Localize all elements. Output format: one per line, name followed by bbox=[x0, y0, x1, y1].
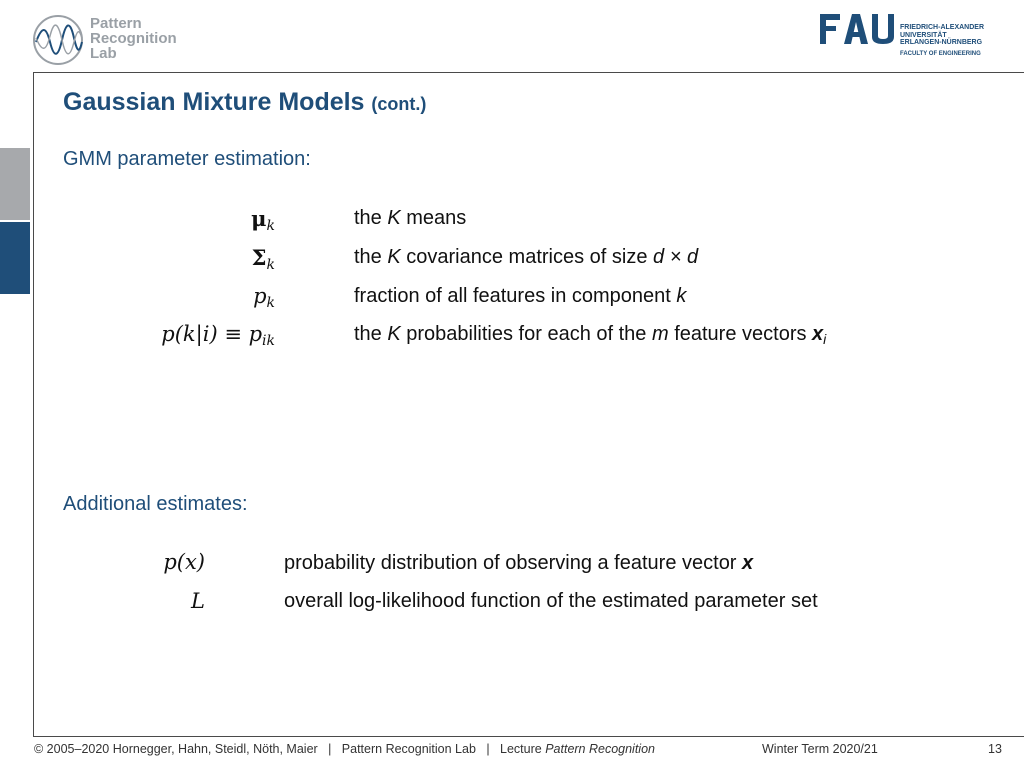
symbol-p: p bbox=[253, 284, 267, 308]
desc-fraction bbox=[354, 285, 686, 308]
symbol-l: L bbox=[191, 589, 205, 613]
desc-cov-pre: the bbox=[354, 246, 388, 268]
fau-logo bbox=[820, 12, 1010, 62]
desc-prob-post: probabilities for each of the bbox=[400, 323, 652, 345]
desc-dist-text: probability distribution of observing a feature vector bbox=[284, 552, 743, 574]
desc-cov-var: K bbox=[387, 246, 401, 268]
footer-sep-2: | bbox=[486, 742, 490, 756]
frame-top-line bbox=[33, 72, 1024, 73]
fau-letters-icon bbox=[820, 12, 896, 46]
symbol-pki: p(k|i) ≡ p bbox=[161, 322, 263, 346]
side-tab-previous[interactable] bbox=[0, 148, 30, 220]
footer-lecture-name: Pattern Recognition bbox=[545, 742, 655, 756]
desc-fraction-pre: fraction of all features in component bbox=[354, 285, 677, 307]
slide-title-suffix: (cont.) bbox=[371, 94, 427, 114]
symbol-sigma: Σ bbox=[251, 245, 267, 270]
symbol-px: p(x) bbox=[163, 550, 205, 574]
slide-title-main: Gaussian Mixture Models bbox=[63, 88, 365, 116]
footer-lab: Pattern Recognition Lab bbox=[341, 742, 476, 756]
desc-cov-tail: d × d bbox=[653, 246, 699, 268]
symbol-row-pik bbox=[60, 322, 275, 352]
symbol-row-pk bbox=[60, 284, 275, 314]
desc-prob-var: K bbox=[387, 323, 401, 345]
side-tab-current[interactable] bbox=[0, 222, 30, 294]
symbol-row-px bbox=[60, 550, 205, 580]
frame-bottom-line bbox=[33, 736, 1024, 737]
symbol-row-l bbox=[60, 589, 205, 619]
desc-prob-post2: feature vectors bbox=[668, 323, 813, 345]
lab-wave-icon bbox=[32, 12, 88, 68]
fau-name-line-1: FRIEDRICH-ALEXANDER bbox=[900, 24, 984, 31]
footer-page-number: 13 bbox=[988, 742, 1002, 756]
desc-log-likelihood: overall log-likelihood function of the estimated parameter set bbox=[284, 590, 818, 612]
section-heading-gmm: GMM parameter estimation: bbox=[63, 148, 311, 170]
lab-logo-line-1: Pattern bbox=[90, 15, 142, 32]
fau-faculty: FACULTY OF ENGINEERING bbox=[900, 51, 981, 57]
desc-fraction-var: k bbox=[676, 285, 687, 307]
footer-copyright: © 2005–2020 Hornegger, Hahn, Steidl, Nöth, Maier bbox=[34, 742, 318, 756]
lab-logo-line-2: Recognition bbox=[90, 30, 177, 47]
desc-prob-pre: the bbox=[354, 323, 388, 345]
desc-means bbox=[354, 207, 466, 230]
desc-prob-var2: m bbox=[651, 323, 669, 345]
desc-means-post: means bbox=[400, 207, 467, 229]
footer-lecture-prefix: Lecture bbox=[500, 742, 542, 756]
lab-logo-line-3: Lab bbox=[90, 45, 117, 62]
desc-prob-vec: x bbox=[812, 323, 824, 345]
desc-means-pre: the bbox=[354, 207, 388, 229]
desc-probability-distribution bbox=[284, 552, 753, 575]
desc-covariance bbox=[354, 246, 698, 269]
pattern-recognition-lab-logo bbox=[32, 12, 202, 68]
fau-name-line-2: UNIVERSITÄT bbox=[900, 31, 947, 39]
slide-title bbox=[63, 88, 426, 117]
desc-dist-vec: x bbox=[742, 552, 754, 574]
section-heading-additional: Additional estimates: bbox=[63, 493, 248, 515]
fau-name-line-3: ERLANGEN-NÜRNBERG bbox=[900, 39, 983, 46]
frame-left-line bbox=[33, 72, 34, 736]
symbol-row-sigma bbox=[60, 245, 275, 275]
footer-term: Winter Term 2020/21 bbox=[762, 742, 878, 756]
desc-probabilities bbox=[354, 323, 826, 347]
symbol-mu: μ bbox=[251, 206, 267, 231]
desc-means-var: K bbox=[387, 207, 401, 229]
symbol-sigma-sub: k bbox=[266, 257, 275, 273]
desc-prob-vec-sub: i bbox=[823, 331, 827, 347]
symbol-mu-sub: k bbox=[266, 218, 275, 234]
symbol-p-sub: k bbox=[266, 295, 275, 311]
footer-credits bbox=[34, 742, 655, 756]
desc-cov-post: covariance matrices of size bbox=[400, 246, 654, 268]
footer-sep-1: | bbox=[328, 742, 332, 756]
symbol-pki-sub: ik bbox=[262, 333, 275, 349]
symbol-row-mu bbox=[60, 206, 275, 236]
